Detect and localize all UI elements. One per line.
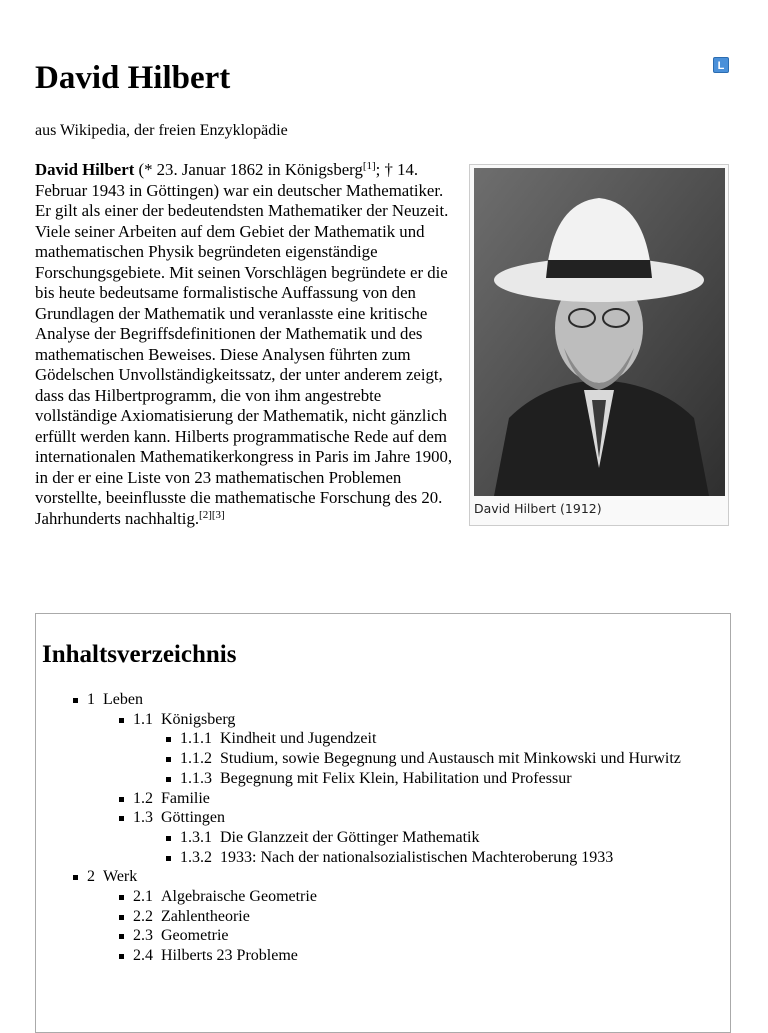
image-caption: David Hilbert (1912) [474,501,602,516]
table-of-contents [35,613,731,1033]
page-subtitle: aus Wikipedia, der freien Enzyklopädie [35,122,288,139]
toc-item[interactable]: 1.1 Königsberg [36,710,716,730]
toc-item[interactable]: 1.2 Familie [36,789,716,809]
toc-item[interactable]: 2 Werk [36,867,716,887]
portrait-photo[interactable] [474,168,725,496]
toc-item[interactable]: 1.1.1 Kindheit und Jugendzeit [36,729,716,749]
toc-item[interactable]: 1 Leben [36,690,716,710]
toc-item[interactable]: 1.1.3 Begegnung mit Felix Klein, Habilitation und Professur [36,769,716,789]
intro-section [35,160,710,529]
reference-link[interactable]: [3] [211,508,225,521]
language-icon[interactable]: L [713,57,729,73]
toc-item[interactable]: 2.3 Geometrie [36,926,716,946]
toc-item[interactable]: 2.4 Hilberts 23 Probleme [36,946,716,966]
reference-link[interactable]: [1] [362,160,376,172]
reference-link[interactable]: [2] [199,508,212,521]
portrait-thumbnail[interactable] [469,164,729,526]
subject-name: David Hilbert [35,160,135,179]
intro-paragraph: David Hilbert (* 23. Januar 1862 in Königsberg[1]; † 14. Februar 1943 in Göttingen) war ein deutscher Mathematiker. Er gilt als einer der bedeutendsten Mathematiker der Neuzeit. Viele seiner Arbeiten auf dem Gebiet der Mathematik und mathematischen Physik begründeten eigenständige Forschungsgebiete. Mit seinen Vorschlägen begründete er die bis heute bedeutsame formalistische Auffassung von den Grundlagen der Mathematik und veranlasste eine kritische Analyse der Begriffsdefinitionen der Mathematik und des mathematischen Beweises. Diese Analysen führten zum Gödelschen Unvollständigkeitssatz, der unter anderem zeigt, dass das Hilbertprogramm, die von ihm angestrebte vollständige Axiomatisierung der Mathematik, nicht gänzlich erfüllt werden kann. Hilberts programmatische Rede auf dem internationalen Mathematikerkongress in Paris im Jahre 1900, in der er eine Liste von 23 mathematischen Problemen vorstellte, beeinflusste die mathematische Forschung des 20. Jahrhunderts nachhaltig.[2][3] [35,160,453,528]
page-title: David Hilbert [35,60,231,96]
toc-item[interactable]: 1.3 Göttingen [36,808,716,828]
toc-item[interactable]: 1.3.1 Die Glanzzeit der Göttinger Mathematik [36,828,716,848]
toc-title: Inhaltsverzeichnis [42,641,237,668]
toc-list [36,690,716,966]
toc-item[interactable]: 1.3.2 1933: Nach der nationalsozialistischen Machteroberung 1933 [36,848,716,868]
toc-item[interactable]: 1.1.2 Studium, sowie Begegnung und Austausch mit Minkowski und Hurwitz [36,749,716,769]
toc-item[interactable]: 2.1 Algebraische Geometrie [36,887,716,907]
toc-item[interactable]: 2.2 Zahlentheorie [36,907,716,927]
